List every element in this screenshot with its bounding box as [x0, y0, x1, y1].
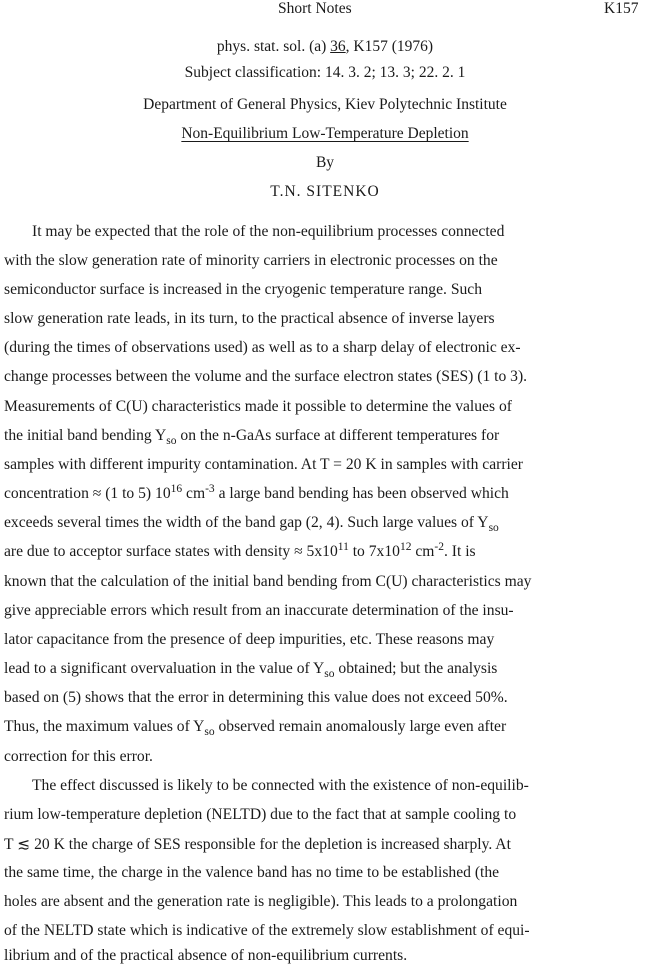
text-line: change processes between the volume and the surface electron states (SES) (1 to 3). [4, 368, 528, 385]
affiliation: Department of General Physics, Kiev Polytechnic Institute [143, 96, 507, 113]
text-line: give appreciable errors which result from an inaccurate determination of the insu- [4, 602, 514, 619]
subscript: so [204, 726, 215, 739]
subject-classification [0, 64, 650, 82]
text-line: known that the calculation of the initial band bending from C(U) characteristics may [4, 573, 532, 590]
text-line: (during the times of observations used) as well as to a sharp delay of electronic ex- [4, 339, 521, 356]
text-line: lead to a significant overvaluation in the value of $Y_{so}$ obtained; but the analysis [4, 660, 498, 681]
text-line: lator capacitance from the presence of deep impurities, etc. These reasons may [4, 631, 495, 648]
text-line: Measurements of C(U) characteristics made it possible to determine the values of [4, 398, 512, 415]
text-line: It may be expected that the role of the non-equilibrium processes connected [32, 223, 505, 240]
superscript: 16 [170, 482, 183, 495]
text-line: semiconductor surface is increased in the cryogenic temperature range. Such [4, 281, 483, 298]
pages-year: K157 (1976) [353, 38, 434, 55]
superscript: -2 [434, 540, 444, 553]
text-line: librium and of the practical absence of non-equilibrium currents. [4, 947, 408, 964]
text-line: holes are absent and the generation rate is negligible). This leads to a prolongation [4, 893, 518, 910]
superscript: 12 [399, 540, 412, 553]
text-line: Thus, the maximum values of $Y_{so}$ observed remain anomalously large even after [4, 718, 507, 739]
text-line: correction for this error. [4, 748, 153, 765]
subject-codes: 14. 3. 2; 13. 3; 22. 2. 1 [324, 64, 466, 81]
text-line: slow generation rate leads, in its turn, to the practical absence of inverse layers [4, 310, 495, 327]
subscript: so [488, 522, 499, 535]
text-line: based on (5) shows that the error in determining this value does not exceed 50%. [4, 689, 508, 706]
text-line: of the NELTD state which is indicative of the extremely slow establishment of equi- [4, 922, 530, 939]
text-line: T ≲ 20 K the charge of SES responsible for the depletion is increased sharply. At [4, 836, 511, 853]
running-title: Short Notes [278, 0, 352, 17]
citation-line: phys. stat. sol. (a) 36, K157 (1976) [216, 38, 434, 55]
superscript: -3 [205, 482, 215, 495]
text-line: exceeds several times the width of the band gap (2, 4). Such large values of $Y_{so}$ [4, 514, 499, 535]
volume-number: 36 [330, 38, 346, 55]
journal-name: phys. stat. sol. (a) [216, 38, 327, 55]
text-line: samples with different impurity contamination. At T = 20 K in samples with carrier [4, 456, 523, 473]
text-line: are due to acceptor surface states with density ≈ $5x10^{11}$ to $7x10^{12}$ $cm^{-2}$. It is [4, 540, 476, 560]
text-line: The effect discussed is likely to be connected with the existence of non-equilib- [32, 777, 529, 794]
paper-title: Non-Equilibrium Low-Temperature Depletion [181, 125, 469, 142]
text-line: the same time, the charge in the valence band has no time to be established (the [4, 864, 500, 881]
author-name: T.N. SITENKO [270, 183, 380, 200]
subscript: so [324, 668, 335, 681]
by-label: By [315, 154, 335, 171]
page-number: K157 [604, 0, 639, 17]
subject-label: Subject classification: [184, 64, 322, 81]
superscript: 11 [337, 540, 349, 553]
text-line: the initial band bending $Y_{so}$ on the n-GaAs surface at different temperatures for [4, 427, 500, 448]
text-line: rium low-temperature depletion (NELTD) due to the fact that at sample cooling to [4, 806, 517, 823]
text-line: with the slow generation rate of minority carriers in electronic processes on the [4, 252, 498, 269]
text-line: concentration ≈ (1 to 5) $10^{16}$ $cm^{-3}$ a large band bending has been observed which [4, 482, 509, 502]
subscript: so [166, 435, 177, 448]
